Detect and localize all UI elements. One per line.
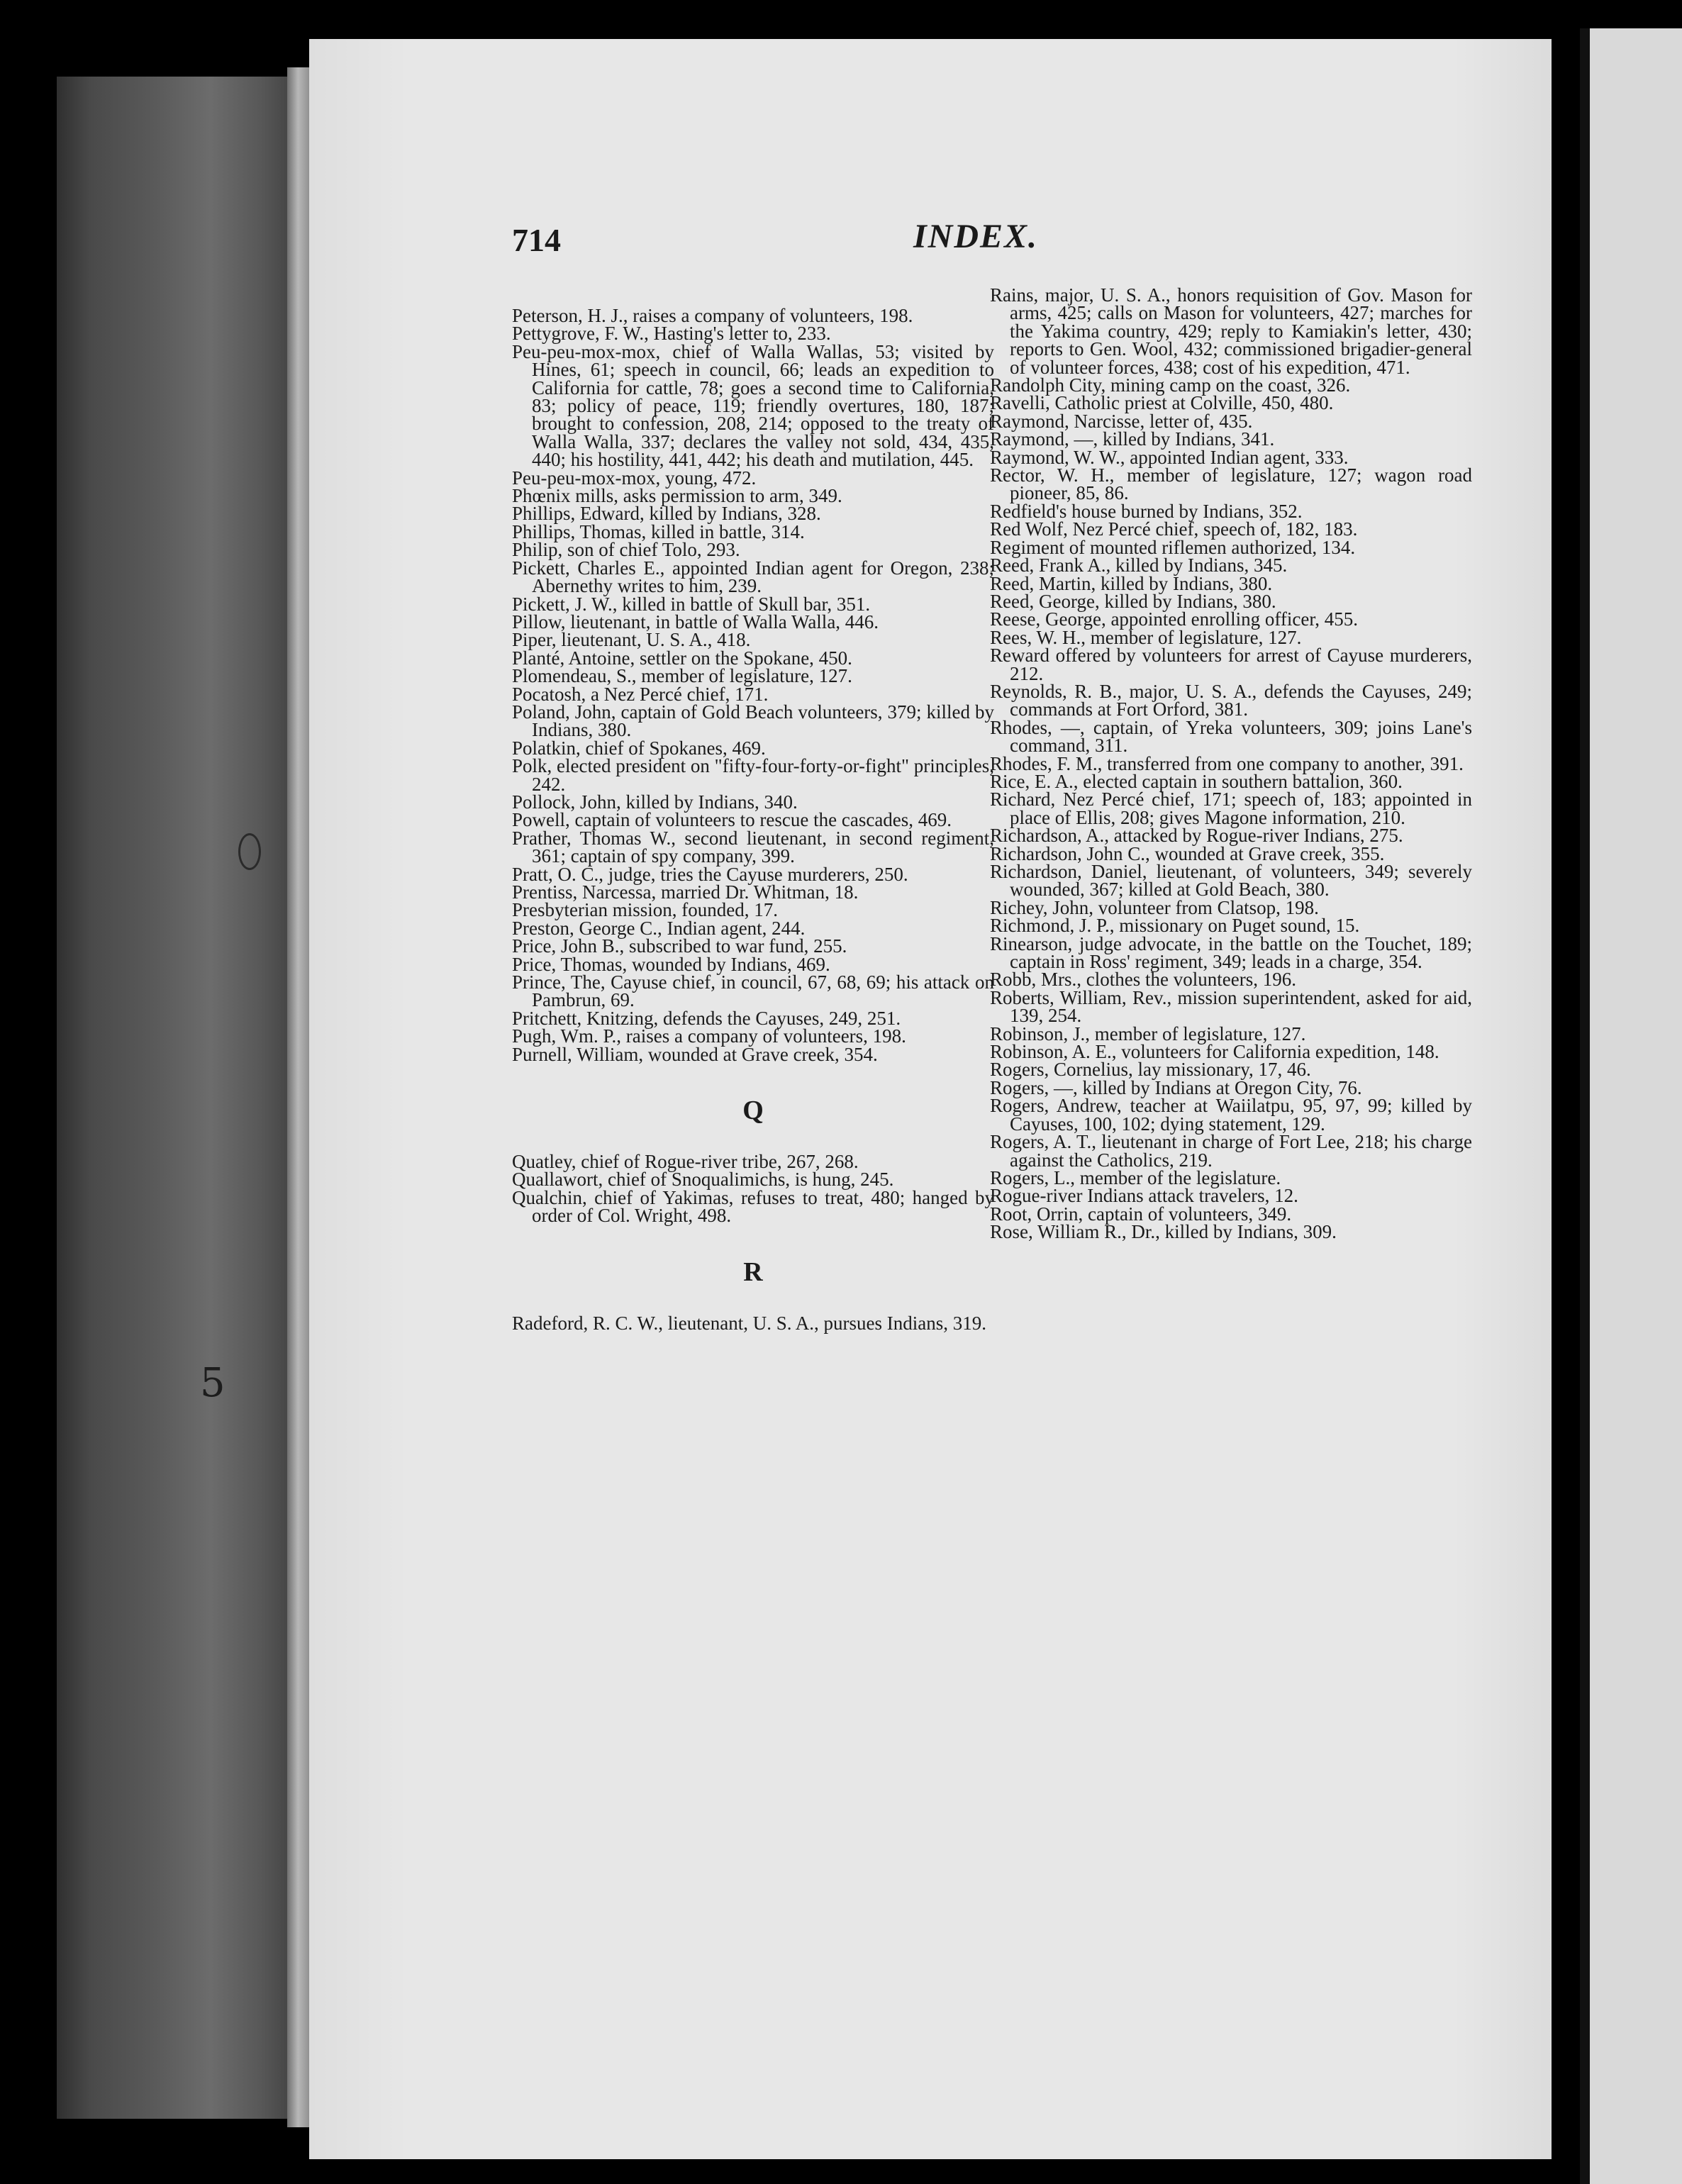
index-entry: Rogers, A. T., lieutenant in charge of Fort Lee, 218; his charge against the Catholics, 219. — [990, 1131, 1472, 1171]
index-entry: Pettygrove, F. W., Hasting's letter to, 233. — [512, 323, 831, 345]
index-entry: Richmond, J. P., missionary on Puget sound, 15. — [990, 915, 1360, 937]
index-group-q — [512, 1153, 994, 1225]
index-entry: Purnell, William, wounded at Grave creek, 354. — [512, 1043, 878, 1065]
index-entry: Root, Orrin, captain of volunteers, 349. — [990, 1203, 1292, 1225]
index-entry: Pickett, J. W., killed in battle of Skull bar, 351. — [512, 593, 871, 615]
index-entry: Polatkin, chief of Spokanes, 469. — [512, 737, 766, 759]
index-entry: Phœnix mills, asks permission to arm, 349. — [512, 485, 842, 507]
index-entry: Rogers, Cornelius, lay missionary, 17, 46. — [990, 1059, 1311, 1081]
index-entry: Pocatosh, a Nez Percé chief, 171. — [512, 683, 769, 705]
index-entry: Rogue-river Indians attack travelers, 12. — [990, 1185, 1298, 1207]
index-entry: Prather, Thomas W., second lieutenant, in second regiment, 361; captain of spy company, 399. — [512, 827, 994, 867]
index-entry: Reed, Martin, killed by Indians, 380. — [990, 572, 1273, 594]
index-entry: Philip, son of chief Tolo, 293. — [512, 539, 740, 561]
index-entry: Price, John B., subscribed to war fund, 255. — [512, 935, 847, 957]
index-entry: Phillips, Thomas, killed in battle, 314. — [512, 520, 805, 542]
index-entry: Pritchett, Knitzing, defends the Cayuses, 249, 251. — [512, 1007, 901, 1029]
index-entry: Raymond, W. W., appointed Indian agent, 333. — [990, 446, 1349, 468]
gutter-shadow — [1580, 28, 1590, 2184]
index-entry: Reynolds, R. B., major, U. S. A., defends the Cayuses, 249; commands at Fort Orford, 381. — [990, 680, 1472, 720]
index-column-left — [512, 307, 994, 1332]
index-entry: Ravelli, Catholic priest at Colville, 450, 480. — [990, 392, 1334, 414]
facing-page-edge — [1580, 28, 1682, 2184]
index-entry: Reward offered by volunteers for arrest of Cayuse murderers, 212. — [990, 645, 1472, 684]
index-entry: Rose, William R., Dr., killed by Indians, 309. — [990, 1221, 1337, 1243]
index-entry: Rogers, Andrew, teacher at Waiilatpu, 95, 97, 99; killed by Cayuses, 100, 102; dying statement, 129. — [990, 1095, 1472, 1135]
index-entry: Phillips, Edward, killed by Indians, 328. — [512, 503, 821, 525]
index-entry: Powell, captain of volunteers to rescue the cascades, 469. — [512, 809, 952, 831]
index-entry: Randolph City, mining camp on the coast, 326. — [990, 374, 1351, 396]
index-entry: Richard, Nez Percé chief, 171; speech of, 183; appointed in place of Ellis, 208; gives Magone information, 210. — [990, 789, 1472, 828]
index-entry: Rees, W. H., member of legislature, 127. — [990, 626, 1302, 648]
index-entry: Reese, George, appointed enrolling officer, 455. — [990, 608, 1359, 630]
index-entry: Quallawort, chief of Snoqualimichs, is hung, 245. — [512, 1169, 894, 1191]
page-number: 714 — [512, 222, 561, 258]
index-entry: Reed, Frank A., killed by Indians, 345. — [990, 555, 1288, 576]
index-entry: Richardson, John C., wounded at Grave creek, 355. — [990, 842, 1385, 864]
index-entry: Redfield's house burned by Indians, 352. — [990, 500, 1303, 522]
index-entry: Rice, E. A., elected captain in southern battalion, 360. — [990, 770, 1403, 792]
index-entry: Pugh, Wm. P., raises a company of volunteers, 198. — [512, 1025, 906, 1047]
index-entry: Prentiss, Narcessa, married Dr. Whitman, 18. — [512, 881, 859, 903]
index-entry: Regiment of mounted riflemen authorized, 134. — [990, 536, 1356, 558]
section-letter-q: Q — [742, 1096, 764, 1126]
index-entry: Red Wolf, Nez Percé chief, speech of, 182, 183. — [990, 518, 1358, 540]
index-column-right — [990, 286, 1472, 1242]
index-entry: Raymond, —, killed by Indians, 341. — [990, 428, 1275, 450]
section-letter-r: R — [743, 1257, 763, 1287]
index-entry: Rhodes, —, captain, of Yreka volunteers, 309; joins Lane's command, 311. — [990, 716, 1472, 757]
index-entry: Raymond, Narcisse, letter of, 435. — [990, 410, 1253, 432]
index-entry: Plomendeau, S., member of legislature, 127. — [512, 665, 852, 687]
spine-ring-mark — [238, 833, 261, 870]
index-entry: Richardson, A., attacked by Rogue-river Indians, 275. — [990, 825, 1403, 847]
index-entry: Radeford, R. C. W., lieutenant, U. S. A., pursues Indians, 319. — [512, 1312, 986, 1334]
index-entry: Piper, lieutenant, U. S. A., 418. — [512, 629, 751, 651]
index-entry: Pratt, O. C., judge, tries the Cayuse murderers, 250. — [512, 863, 908, 885]
index-entry: Rinearson, judge advocate, in the battle on the Touchet, 189; captain in Ross' regiment, 349; leads in a charge, 354. — [990, 932, 1472, 973]
running-head: INDEX. — [913, 218, 1039, 255]
index-entry: Roberts, William, Rev., mission superintendent, asked for aid, 139, 254. — [990, 986, 1472, 1027]
index-entry: Rhodes, F. M., transferred from one company to another, 391. — [990, 752, 1464, 774]
index-entry: Pickett, Charles E., appointed Indian agent for Oregon, 238; Abernethy writes to him, 239. — [512, 557, 994, 597]
index-entry: Reed, George, killed by Indians, 380. — [990, 590, 1276, 612]
index-entry: Robinson, J., member of legislature, 127. — [990, 1023, 1306, 1044]
index-entry: Rogers, L., member of the legislature. — [990, 1166, 1281, 1188]
index-entry: Prince, The, Cayuse chief, in council, 67, 68, 69; his attack on Pambrun, 69. — [512, 971, 994, 1011]
index-entry: Robb, Mrs., clothes the volunteers, 196. — [990, 969, 1296, 991]
index-entry: Rains, major, U. S. A., honors requisition of Gov. Mason for arms, 425; calls on Mason for volunteers, 427; marches for the Yakima country, 429; reply to Kamiakin's letter, 430; reports to Gen. Wool, 432; commissioned brigadier-general of volunteer forces, 438; cost of his expedition, 471. — [990, 284, 1472, 378]
index-entry: Pollock, John, killed by Indians, 340. — [512, 791, 798, 813]
book-spine — [57, 77, 305, 2119]
index-entry: Peu-peu-mox-mox, chief of Walla Wallas, 53; visited by Hines, 61; speech in council, 66; leads an expedition to California for cattle, 78; goes a second time to California, 83; policy of peace, 119; friendly overtures, 180, 187; brought to confession, 208, 214; opposed to the treaty of Walla Walla, 337; declares the valley not sold, 434, 435, 440; his hostility, 441, 442; his death and mutilation, 445. — [512, 340, 994, 471]
index-entry: Planté, Antoine, settler on the Spokane, 450. — [512, 647, 852, 669]
index-entry: Rector, W. H., member of legislature, 127; wagon road pioneer, 85, 86. — [990, 464, 1472, 504]
index-entry: Richey, John, volunteer from Clatsop, 198. — [990, 896, 1319, 918]
index-entry: Richardson, Daniel, lieutenant, of volunteers, 349; severely wounded, 367; killed at Gold Beach, 380. — [990, 861, 1472, 901]
index-entry: Presbyterian mission, founded, 17. — [512, 899, 778, 921]
index-entry: Pillow, lieutenant, in battle of Walla Walla, 446. — [512, 611, 879, 633]
index-group-r-continued — [990, 286, 1472, 1242]
index-entry: Peu-peu-mox-mox, young, 472. — [512, 467, 757, 489]
index-group-p — [512, 307, 994, 1064]
index-entry: Poland, John, captain of Gold Beach volunteers, 379; killed by Indians, 380. — [512, 701, 994, 741]
index-entry: Preston, George C., Indian agent, 244. — [512, 917, 806, 939]
spine-edge — [287, 67, 311, 2127]
index-entry: Rogers, —, killed by Indians at Oregon City, 76. — [990, 1076, 1362, 1098]
index-entry: Polk, elected president on "fifty-four-forty-or-fight" principles, 242. — [512, 755, 995, 795]
margin-pencil-mark: 5 — [200, 1360, 225, 1406]
index-entry: Price, Thomas, wounded by Indians, 469. — [512, 953, 830, 975]
index-entry: Quatley, chief of Rogue-river tribe, 267, 268. — [512, 1151, 859, 1173]
index-group-r — [512, 1312, 994, 1334]
index-entry: Robinson, A. E., volunteers for California expedition, 148. — [990, 1041, 1439, 1063]
index-entry: Qualchin, chief of Yakimas, refuses to treat, 480; hanged by order of Col. Wright, 498. — [512, 1186, 994, 1227]
index-entry: Peterson, H. J., raises a company of volunteers, 198. — [512, 305, 913, 326]
